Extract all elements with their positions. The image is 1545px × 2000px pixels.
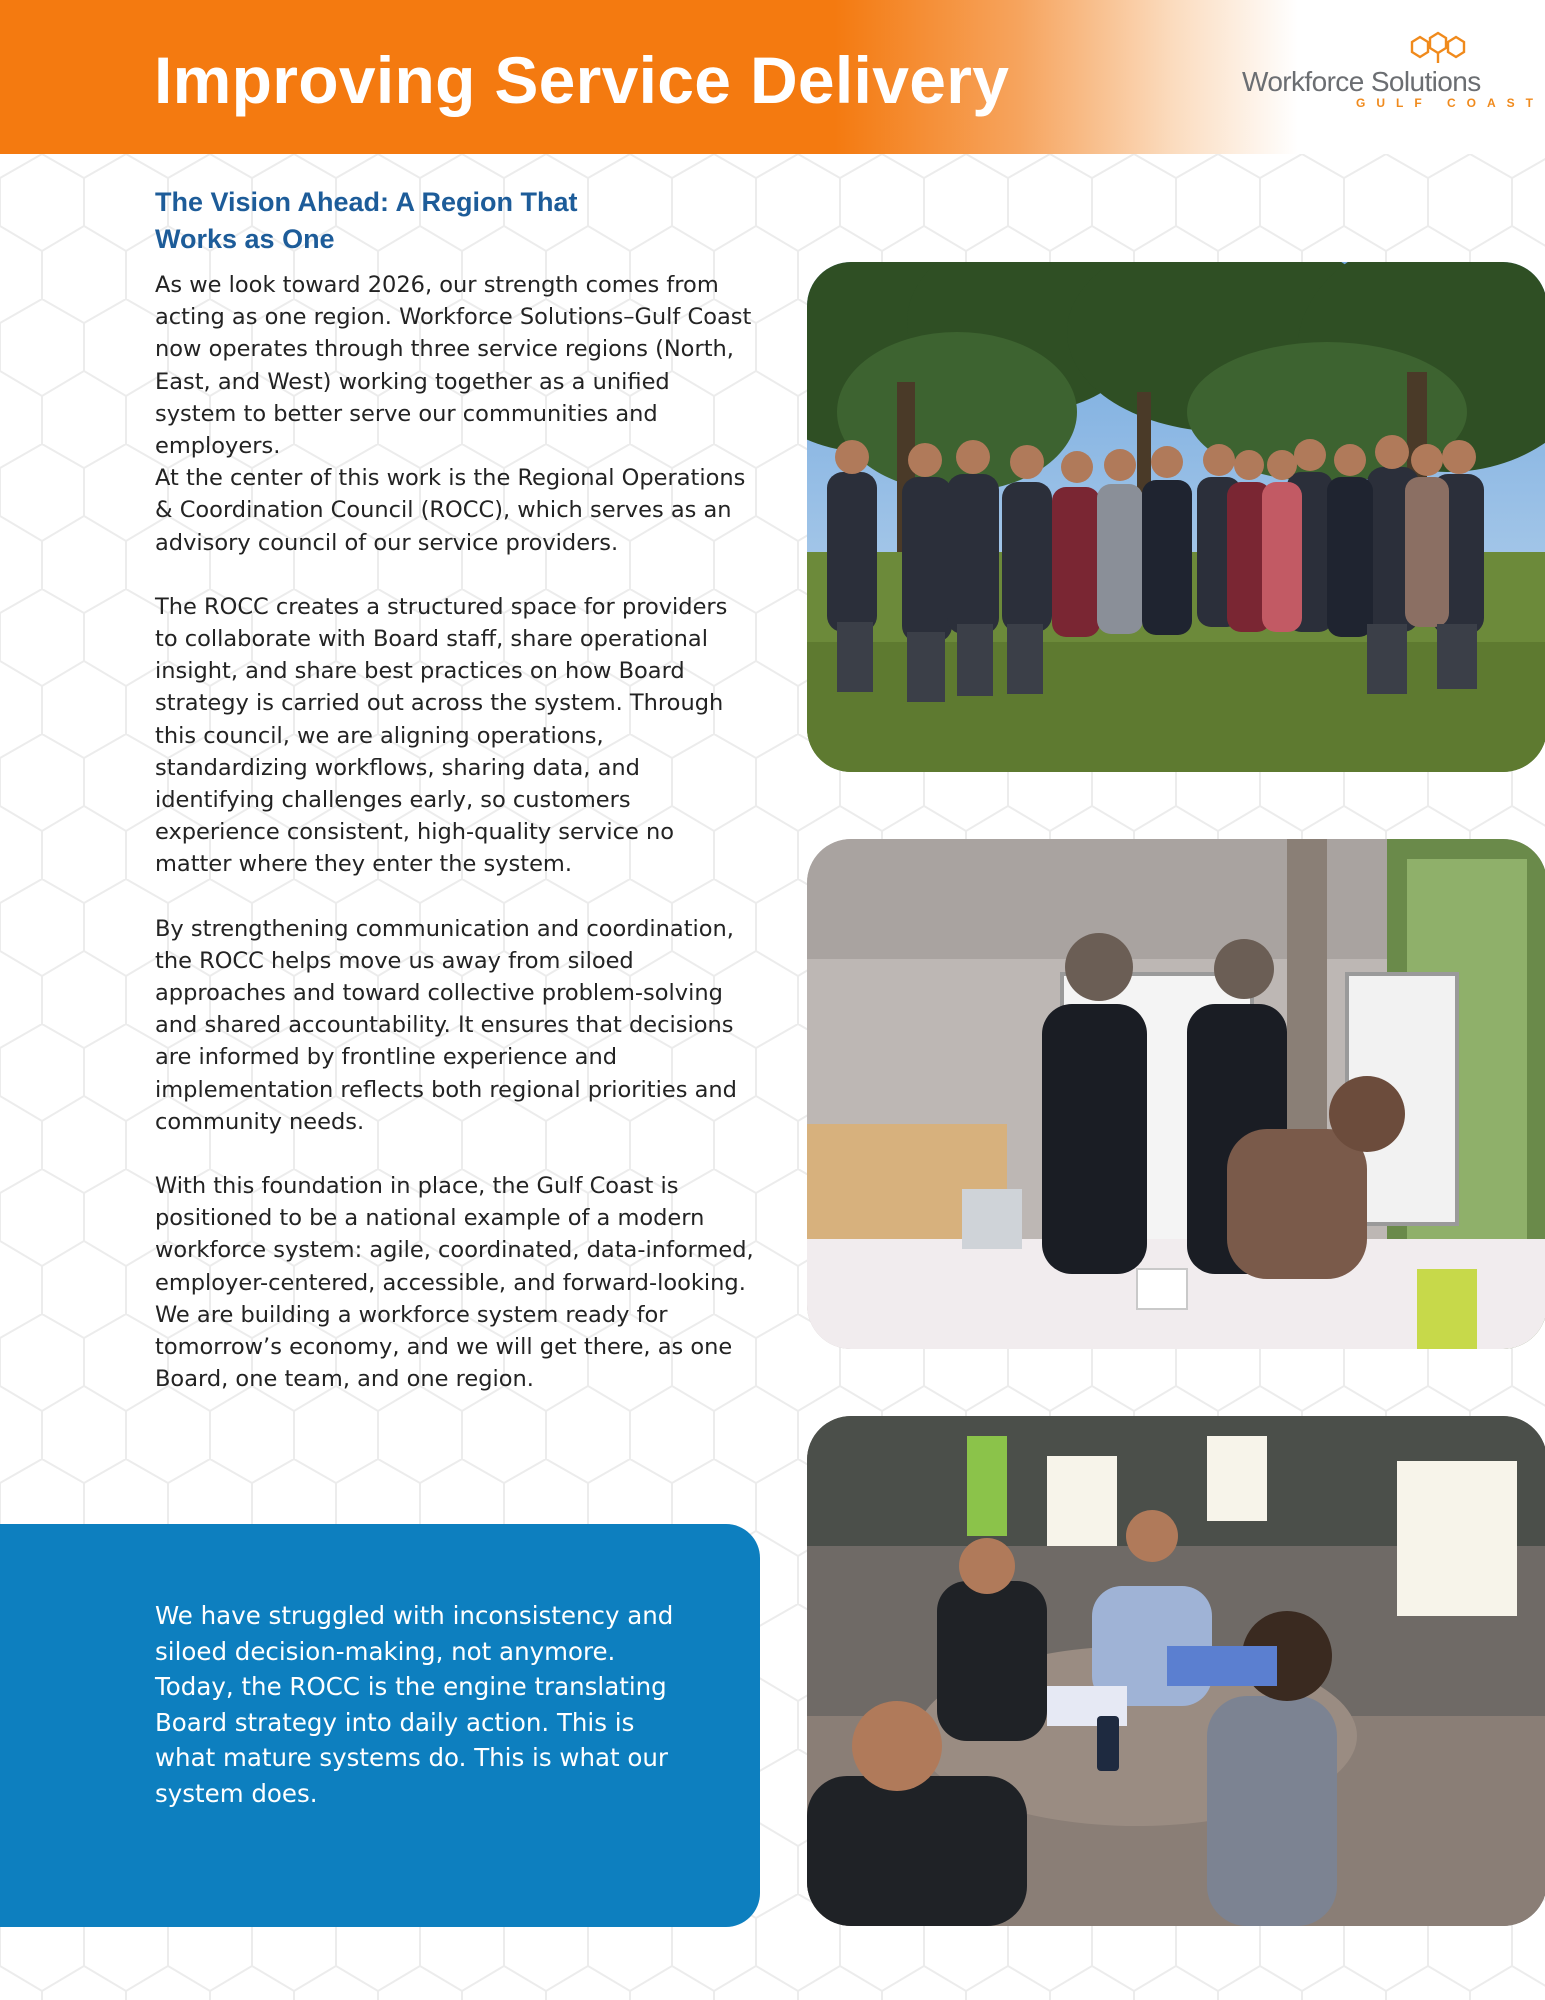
section-heading: The Vision Ahead: A Region That Works as One <box>155 187 578 254</box>
table-discussion-photo <box>807 1416 1545 1926</box>
callout-box <box>0 1524 760 1927</box>
logo-name: Workforce Solutions <box>1242 66 1481 97</box>
group-photo <box>807 262 1545 772</box>
workforce-solutions-logo <box>1240 28 1544 118</box>
paragraph: The ROCC creates a structured space for providers to collaborate with Board staff, share operational insight, and share best practices on how Board strategy is carried out across the system. Through this council, we are aligning operations, standardizing workflows, sharing data, and identifying challenges early, so customers experience consistent, high-quality service no matter where they enter the system. <box>155 593 728 878</box>
callout-text: We have struggled with inconsistency and siloed decision-making, not anymore. Today, the ROCC is the engine translating Board strategy into daily action. This is what mature systems do. This is what our system does. <box>155 1601 674 1808</box>
main-content <box>155 184 755 1396</box>
presenters-photo <box>807 839 1545 1349</box>
body-text <box>155 269 755 1396</box>
paragraph: With this foundation in place, the Gulf Coast is positioned to be a national example of a modern workforce system: agile, coordinated, data-informed, employer-centered, accessible, and forward-looking. We are building a workforce system ready for tomorrow’s economy, and we will get there, as one Board, one team, and one region. <box>155 1173 754 1393</box>
paragraph: As we look toward 2026, our strength comes from acting as one region. Workforce Solutions–Gulf Coast now operates through three service regions (North, East, and West) working together as a unified system to better serve our communities and employers. At the center of this work is the Regional Operations & Coordination Council (ROCC), which serves as an advisory council of our service providers. <box>155 272 752 556</box>
page-title: Improving Service Delivery <box>154 43 1010 117</box>
paragraph: By strengthening communication and coordination, the ROCC helps move us away from siloed approaches and toward collective problem-solving and shared accountability. It ensures that decisions are informed by frontline experience and implementation reflects both regional priorities and community needs. <box>155 915 737 1135</box>
logo-subtitle: GULF COAST <box>1356 96 1544 110</box>
honeycomb-icon <box>1400 28 1480 68</box>
page-header <box>0 0 1545 154</box>
